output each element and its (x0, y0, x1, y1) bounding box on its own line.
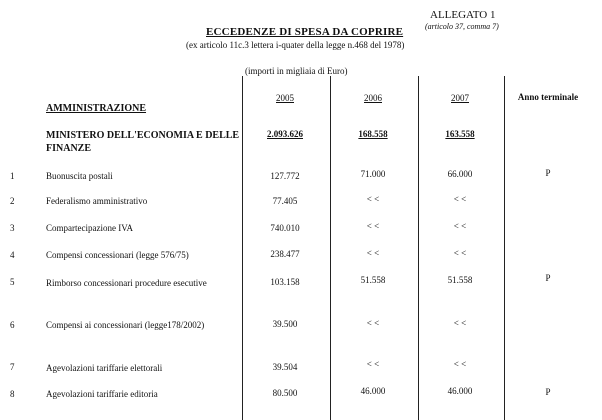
row-label: Agevolazioni tariffarie elettorali (46, 363, 163, 373)
row-value-2006: < < (366, 359, 380, 369)
row-value-2007: 46.000 (447, 386, 473, 396)
column-divider (242, 76, 243, 420)
row-value-2005: 238.477 (270, 249, 300, 259)
allegato-label: ALLEGATO 1 (430, 9, 496, 21)
column-header-2006: 2006 (364, 93, 382, 103)
row-number: 7 (10, 362, 15, 372)
document-subtitle: (ex articolo 11c.3 lettera i-quater della legge n.468 del 1978) (186, 40, 405, 50)
allegato-reference: (articolo 37, comma 7) (425, 22, 499, 31)
row-number: 4 (10, 250, 15, 260)
row-value-2006: < < (366, 221, 380, 231)
row-label: Compensi ai concessionari (legge178/2002) (46, 320, 205, 330)
row-value-2007: < < (453, 248, 467, 258)
row-terminal-year: P (545, 273, 551, 283)
row-label: Rimborso concessionari procedure esecutive (46, 278, 207, 288)
row-number: 8 (10, 389, 15, 399)
column-header-2005: 2005 (276, 93, 294, 103)
row-value-2006: 71.000 (360, 169, 386, 179)
row-value-2007: < < (453, 194, 467, 204)
ministry-total-2006: 168.558 (358, 129, 388, 139)
row-value-2005: 39.500 (272, 319, 298, 329)
row-value-2007: < < (453, 359, 467, 369)
row-value-2007: 66.000 (447, 169, 473, 179)
row-value-2006: 51.558 (360, 275, 386, 285)
row-label: Agevolazioni tariffarie editoria (46, 389, 158, 399)
row-value-2006: < < (366, 318, 380, 328)
ministry-total-2007: 163.558 (445, 129, 475, 139)
column-divider (418, 76, 419, 420)
row-label: Compensi concessionari (legge 576/75) (46, 250, 189, 260)
row-value-2006: < < (366, 194, 380, 204)
row-value-2006: 46.000 (360, 386, 386, 396)
ministry-name: MINISTERO DELL'ECONOMIA E DELLE FINANZE (46, 130, 240, 154)
ministry-total-2005: 2.093.626 (267, 129, 303, 139)
row-number: 1 (10, 171, 15, 181)
row-value-2007: < < (453, 221, 467, 231)
row-label: Compartecipazione IVA (46, 223, 134, 233)
row-value-2005: 740.010 (270, 223, 300, 233)
row-number: 3 (10, 223, 15, 233)
row-terminal-year: P (545, 387, 551, 397)
column-header-2007: 2007 (451, 93, 469, 103)
row-value-2007: < < (453, 318, 467, 328)
row-value-2005: 103.158 (270, 277, 300, 287)
row-value-2007: 51.558 (447, 275, 473, 285)
row-value-2005: 77.405 (272, 196, 298, 206)
column-divider (330, 76, 331, 420)
row-terminal-year: P (545, 168, 551, 178)
units-note: (importi in migliaia di Euro) (245, 66, 348, 76)
row-value-2005: 127.772 (270, 171, 300, 181)
section-header: AMMINISTRAZIONE (46, 103, 147, 114)
row-label: Federalismo amministrativo (46, 196, 148, 206)
row-value-2005: 80.500 (272, 388, 298, 398)
row-label: Buonuscita postali (46, 171, 113, 181)
document-title: ECCEDENZE DI SPESA DA COPRIRE (206, 26, 404, 38)
column-divider (504, 76, 505, 420)
row-value-2006: < < (366, 248, 380, 258)
column-header-anno-terminale: Anno terminale (517, 92, 579, 102)
row-number: 6 (10, 320, 15, 330)
row-number: 2 (10, 196, 15, 206)
row-number: 5 (10, 277, 15, 287)
row-value-2005: 39.504 (272, 362, 298, 372)
